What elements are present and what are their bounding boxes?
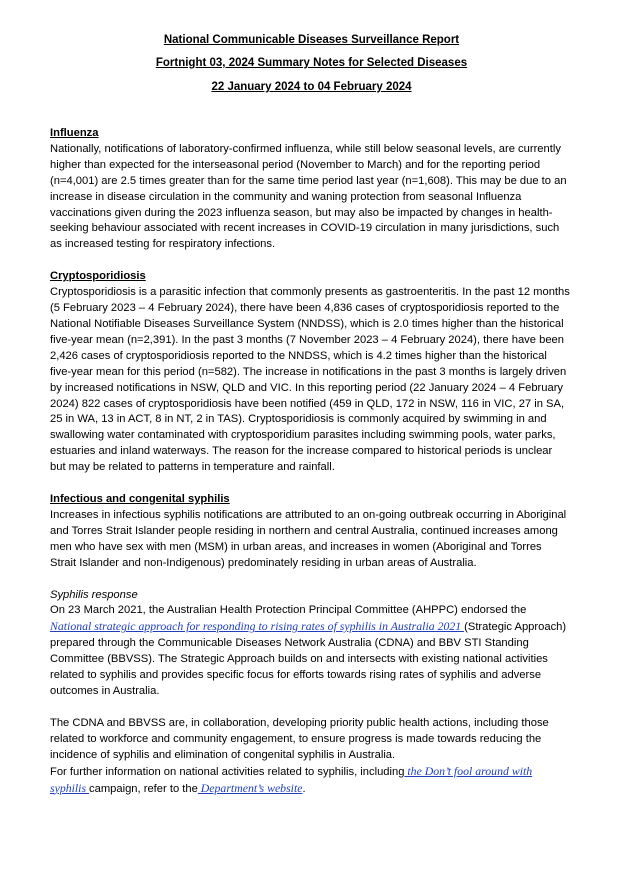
cryptosporidiosis-paragraph: Cryptosporidiosis is a parasitic infection that commonly presents as gastroenteritis. In the past 12 months (5 February 2023 – 4 February 2024), there have been 4,836 cases of cryptosporidiosis reported to the National Notifiable Diseases Surveillance System (NNDSS), which is 2.0 times higher than the historical five-year mean (n=2,391). In the past 3 months (7 November 2023 – 4 February 2024), there have been 2,426 cases of cryptosporidiosis reported to the NNDSS, which is 4.2 times higher than the historical five-year mean for this period (n=582). The increase in notifications in the past 3 months is largely driven by increased notifications in NSW, QLD and VIC. In this reporting period (22 January 2024 – 4 February 2024) 822 cases of cryptosporidiosis have been notified (459 in QLD, 172 in NSW, 116 in VIC, 27 in SA, 25 in WA, 13 in ACT, 8 in NT, 2 in TAS). Cryptosporidiosis is commonly acquired by swimming in and swallowing water contaminated with cryptosporidium parasites including swimming pools, water parks, estuaries and inland waterways. The reason for the increase compared to historical periods is unclear but may be related to patterns in temperature and rainfall.	[50, 286, 570, 474]
cryptosporidiosis-section	[50, 269, 570, 476]
response-p3-text-before: For further information on national activities related to syphilis, including	[50, 765, 405, 778]
response-p1-text-before: On 23 March 2021, the Australian Health Protection Principal Committee (AHPPC) endorsed the	[50, 604, 527, 617]
influenza-paragraph: Nationally, notifications of laboratory-confirmed influenza, while still below seasonal levels, are currently higher than expected for the interseasonal period (November to March) and for the reporting period (n=4,001) are 2.5 times greater than for the same time period last year (n=1,608). This may be due to an increase in disease circulation in the community and waning protection from seasonal Influenza vaccinations given during the 2023 influenza season, but may also be impacted by changes in health-seeking behaviour associated with recent increases in COVID-19 circulation in many jurisdictions, such as increased testing for respiratory infections.	[50, 142, 567, 251]
strategic-approach-link[interactable]: National strategic approach for responding to rising rates of syphilis in Australia 2021	[50, 619, 465, 634]
syphilis-response-paragraph-3	[50, 764, 570, 798]
syphilis-response-section	[50, 588, 570, 798]
syphilis-paragraph: Increases in infectious syphilis notifications are attributed to an on-going outbreak occurring in Aboriginal and Torres Strait Islander people residing in northern and central Australia, continued increases among men who have sex with men (MSM) in urban areas, and increases in women (Aboriginal and Torres Strait Islander and non-Indigenous) predominately residing in urban areas of Australia.	[50, 508, 567, 569]
syphilis-response-heading: Syphilis response	[50, 588, 138, 601]
spacer	[50, 572, 570, 588]
syphilis-response-paragraph-2: The CDNA and BBVSS are, in collaboration, developing priority public health actions, including those related to workforce and community engagement, to ensure progress is made towards reducing the incidence of syphilis and elimination of congenital syphilis in Australia.	[50, 716, 549, 761]
report-body	[50, 126, 570, 797]
report-date-range: 22 January 2024 to 04 February 2024	[211, 81, 412, 93]
cryptosporidiosis-heading: Cryptosporidiosis	[50, 270, 146, 283]
report-subtitle: Fortnight 03, 2024 Summary Notes for Selected Diseases	[155, 57, 468, 69]
syphilis-section	[50, 492, 570, 572]
syphilis-response-paragraph-1	[50, 603, 570, 699]
spacer	[50, 253, 570, 269]
report-title: National Communicable Diseases Surveillance Report	[163, 34, 460, 46]
spacer	[50, 700, 570, 716]
response-p3-text-mid: campaign, refer to the	[89, 782, 198, 795]
influenza-heading: Influenza	[50, 127, 99, 139]
response-p3-text-end: .	[302, 782, 306, 795]
response-p1-text-after: (Strategic Approach) prepared through the Communicable Diseases Network Australia (CDNA) and BBV STI Standing Committee (BBVSS). The Strategic Approach builds on and intersects with existing national activities related to syphilis and provides specific focus for efforts towards rising rates of syphilis and adverse outcomes in Australia.	[50, 621, 567, 697]
influenza-section	[50, 126, 570, 253]
department-website-link[interactable]: Department’s website	[197, 780, 303, 795]
dont-fool-around-campaign-link[interactable]: the Don’t fool around with syphilis	[50, 763, 533, 795]
spacer	[50, 476, 570, 492]
syphilis-heading: Infectious and congenital syphilis	[50, 493, 230, 506]
